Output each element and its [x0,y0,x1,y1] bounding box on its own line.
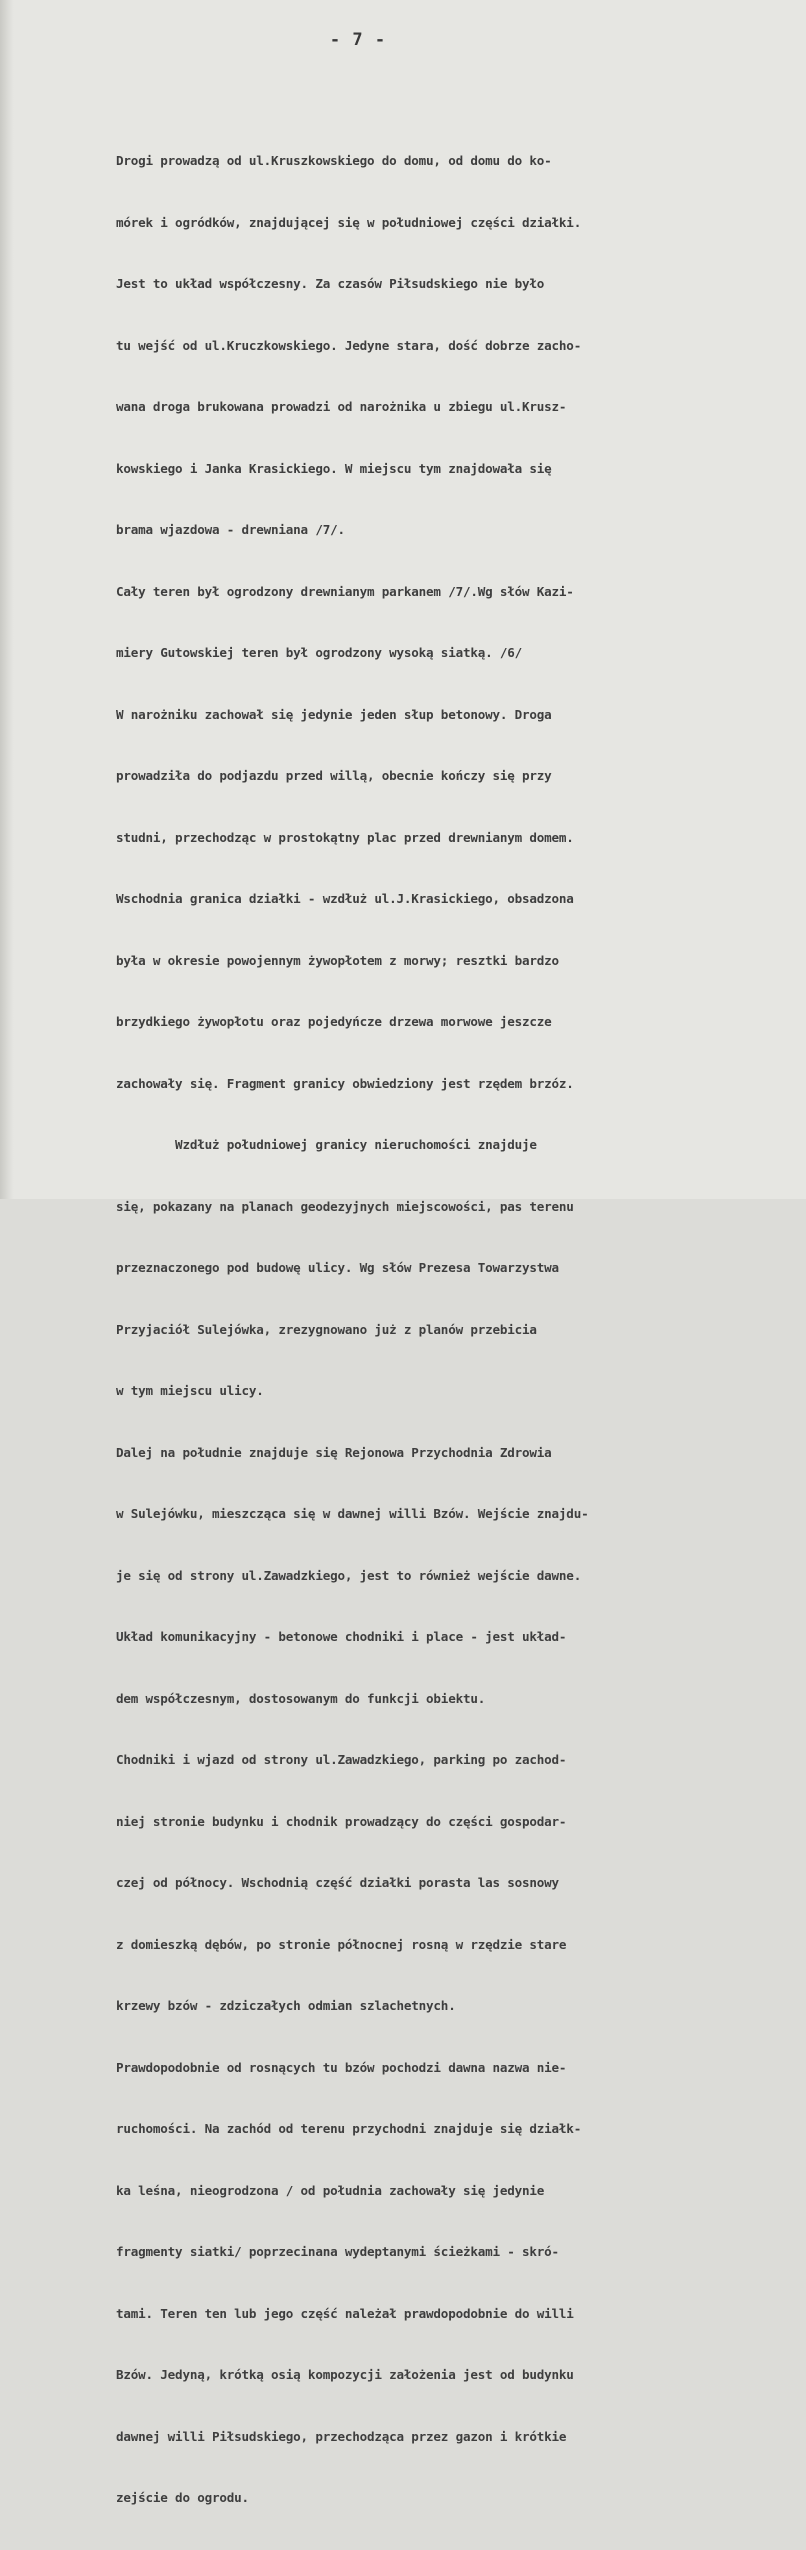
text-line: Przyjaciół Sulejówka, zrezygnowano już z planów przebicia [116,1321,537,1337]
text-line: wana droga brukowana prowadzi od narożnika u zbiegu ul.Krusz- [116,399,567,414]
text-line: ruchomości. Na zachód od terenu przychodni znajduje się działk- [116,2121,582,2136]
text-line: tu wejść od ul.Kruczkowskiego. Jedyne stara, dość dobrze zacho- [116,337,582,353]
text-line: Wzdłuż południowej granicy nieruchomości znajduje [116,1137,537,1152]
text-line: Dalej na południe znajduje się Rejonowa Przychodnia Zdrowia [116,1444,552,1460]
text-line: Chodniki i wjazd od strony ul.Zawadzkiego, parking po zachod- [116,1752,567,1767]
text-line: dem współczesnym, dostosowanym do funkcji obiektu. [116,1690,486,1706]
text-line: zejście do ogrodu. [116,2490,249,2505]
text-line: Drogi prowadzą od ul.Kruszkowskiego do domu, od domu do ko- [116,153,552,168]
text-line: Prawdopodobnie od rosnących tu bzów pochodzi dawna nazwa nie- [116,2059,567,2075]
text-line: w Sulejówku, mieszcząca się w dawnej willi Bzów. Wejście znajdu- [116,1506,589,1521]
text-line: Wschodnia granica działki - wzdłuż ul.J.Krasickiego, obsadzona [116,891,574,906]
text-line: niej stronie budynku i chodnik prowadzący do części gospodar- [116,1813,567,1829]
page-number: - 7 - [329,30,387,50]
text-line: Układ komunikacyjny - betonowe chodniki i place - jest układ- [116,1629,567,1644]
text-line: kowskiego i Janka Krasickiego. W miejscu tym znajdowała się [116,460,552,476]
text-line: przeznaczonego pod budowę ulicy. Wg słów Prezesa Towarzystwa [116,1260,559,1275]
text-line: Jest to układ współczesny. Za czasów Piłsudskiego nie było [116,276,545,291]
typewritten-body [116,110,788,2550]
text-line: W narożniku zachował się jedynie jeden słup betonowy. Droga [116,706,552,722]
text-line: z domieszką dębów, po stronie północnej rosną w rzędzie stare [116,1936,567,1952]
text-line: dawnej willi Piłsudskiego, przechodząca przez gazon i krótkie [116,2428,567,2444]
text-line: fragmenty siatki/ poprzecinana wydeptanymi ścieżkami - skró- [116,2244,559,2259]
text-line: studni, przechodząc w prostokątny plac przed drewnianym domem. [116,829,574,845]
text-line: się, pokazany na planach geodezyjnych miejscowości, pas terenu [116,1198,574,1214]
text-line: czej od północy. Wschodnią część działki porasta las sosnowy [116,1875,559,1890]
text-line: je się od strony ul.Zawadzkiego, jest to również wejście dawne. [116,1567,582,1583]
text-line: tami. Teren ten lub jego część należał prawdopodobnie do willi [116,2305,574,2321]
text-line: była w okresie powojennym żywopłotem z morwy; resztki bardzo [116,952,559,968]
text-line: mórek i ogródków, znajdującej się w południowej części działki. [116,214,582,230]
text-line: brzydkiego żywopłotu oraz pojedyńcze drzewa morwowe jeszcze [116,1014,552,1029]
text-line: w tym miejscu ulicy. [116,1383,264,1398]
text-line: ka leśna, nieogrodzona / od południa zachowały się jedynie [116,2182,545,2198]
text-line: krzewy bzów - zdziczałych odmian szlachetnych. [116,1998,456,2013]
text-line: Cały teren był ogrodzony drewnianym parkanem /7/.Wg słów Kazi- [116,583,574,599]
page-fold-shadow [0,0,14,1199]
text-line: zachowały się. Fragment granicy obwiedziony jest rzędem brzóz. [116,1075,574,1091]
text-line: miery Gutowskiej teren był ogrodzony wysoką siatką. /6/ [116,645,523,660]
text-line: Bzów. Jedyną, krótką osią kompozycji założenia jest od budynku [116,2367,574,2382]
text-line: prowadziła do podjazdu przed willą, obecnie kończy się przy [116,768,552,783]
text-line: brama wjazdowa - drewniana /7/. [116,522,345,537]
